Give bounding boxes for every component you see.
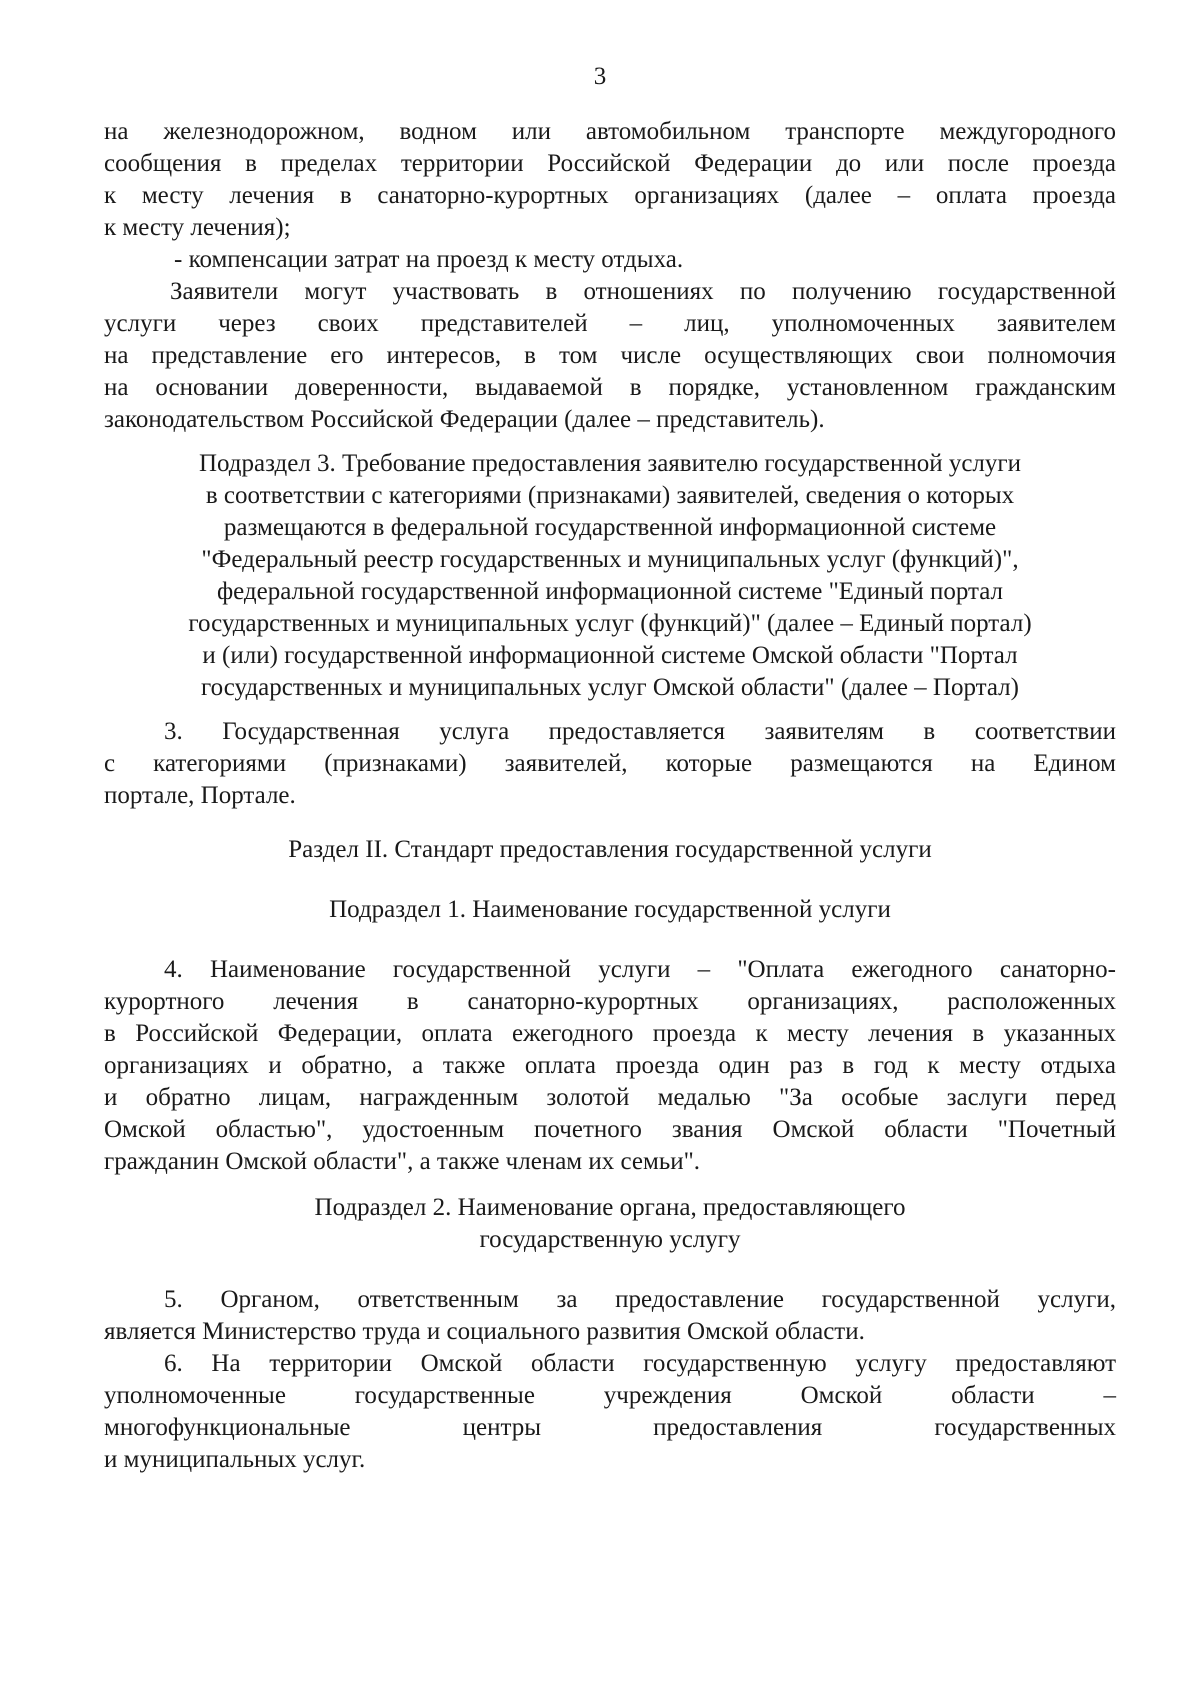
section-2-heading xyxy=(104,834,1116,866)
paragraph-5-line: является Министерство труда и социального развития Омской области. xyxy=(104,1318,865,1345)
representatives-line: на основании доверенности, выдаваемой в порядке, установленном гражданским xyxy=(104,374,1116,401)
heading-line: размещаются в федеральной государственной информационной системе xyxy=(223,514,997,541)
heading-line: Подраздел 3. Требование предоставления заявителю государственной услуги xyxy=(198,450,1022,477)
paragraph-6 xyxy=(104,1348,1116,1476)
section-2-subsection-1-heading xyxy=(104,894,1116,926)
paragraph-5-line: 5. Органом, ответственным за предоставление государственной услуги, xyxy=(164,1286,1116,1313)
section-2-title: Раздел II. Стандарт предоставления государственной услуги xyxy=(288,836,932,863)
intro-line: к месту лечения); xyxy=(104,214,291,241)
intro-paragraph xyxy=(104,116,1116,244)
paragraph-4-line: организациях и обратно, а также оплата проезда один раз в год к месту отдыха xyxy=(104,1052,1116,1079)
heading-line: Подраздел 2. Наименование органа, предоставляющего xyxy=(314,1194,906,1221)
paragraph-3-line: портале, Портале. xyxy=(104,782,296,809)
paragraph-4-line: и обратно лицам, награжденным золотой медалью "За особые заслуги перед xyxy=(104,1084,1116,1111)
paragraph-4-line: курортного лечения в санаторно-курортных организациях, расположенных xyxy=(104,988,1116,1015)
section-2-subsection-2-heading xyxy=(104,1192,1116,1256)
paragraph-6-line: 6. На территории Омской области государственную услугу предоставляют xyxy=(164,1350,1116,1377)
representatives-line: на представление его интересов, в том числе осуществляющих свои полномочия xyxy=(104,342,1116,369)
representatives-line: Заявители могут участвовать в отношениях по получению государственной xyxy=(170,278,1116,305)
intro-line: на железнодорожном, водном или автомобильном транспорте междугородного xyxy=(104,118,1116,145)
compensation-item-text: - компенсации затрат на проезд к месту отдыха. xyxy=(174,246,684,273)
paragraph-6-line: и муниципальных услуг. xyxy=(104,1446,366,1473)
compensation-item xyxy=(104,244,1116,276)
heading-line: федеральной государственной информационной системе "Единый портал xyxy=(216,578,1004,605)
paragraph-5 xyxy=(104,1284,1116,1348)
representatives-line: услуги через своих представителей – лиц, уполномоченных заявителем xyxy=(104,310,1116,337)
paragraph-3-line: 3. Государственная услуга предоставляется заявителям в соответствии xyxy=(164,718,1116,745)
paragraph-4-line: 4. Наименование государственной услуги – "Оплата ежегодного санаторно- xyxy=(164,956,1116,983)
heading-line: государственных и муниципальных услуг Омской области" (далее – Портал) xyxy=(201,674,1019,701)
paragraph-6-line: многофункциональные центры предоставления государственных xyxy=(104,1414,1116,1441)
paragraph-3-line: с категориями (признаками) заявителей, которые размещаются на Едином xyxy=(104,750,1116,777)
paragraph-4-line: Омской областью", удостоенным почетного звания Омской области "Почетный xyxy=(104,1116,1116,1143)
paragraph-4-line: гражданин Омской области", а также членам их семьи". xyxy=(104,1148,701,1175)
subsection-3-heading xyxy=(104,448,1116,704)
heading-line: государственную услугу xyxy=(479,1226,741,1253)
subsection-1-title: Подраздел 1. Наименование государственной услуги xyxy=(329,896,891,923)
heading-line: государственных и муниципальных услуг (функций)" (далее – Единый портал) xyxy=(188,610,1032,637)
page-number: 3 xyxy=(593,63,607,90)
heading-line: в соответствии с категориями (признаками) заявителей, сведения о которых xyxy=(205,482,1015,509)
representatives-paragraph xyxy=(104,276,1116,436)
paragraph-3 xyxy=(104,716,1116,812)
paragraph-4 xyxy=(104,954,1116,1178)
heading-line: "Федеральный реестр государственных и муниципальных услуг (функций)", xyxy=(201,546,1019,573)
intro-line: сообщения в пределах территории Российской Федерации до или после проезда xyxy=(104,150,1116,177)
paragraph-6-line: уполномоченные государственные учреждения Омской области – xyxy=(104,1382,1116,1409)
paragraph-4-line: в Российской Федерации, оплата ежегодного проезда к месту лечения в указанных xyxy=(104,1020,1116,1047)
representatives-line: законодательством Российской Федерации (далее – представитель). xyxy=(104,406,825,433)
intro-line: к месту лечения в санаторно-курортных организациях (далее – оплата проезда xyxy=(104,182,1116,209)
heading-line: и (или) государственной информационной системе Омской области "Портал xyxy=(202,642,1018,669)
